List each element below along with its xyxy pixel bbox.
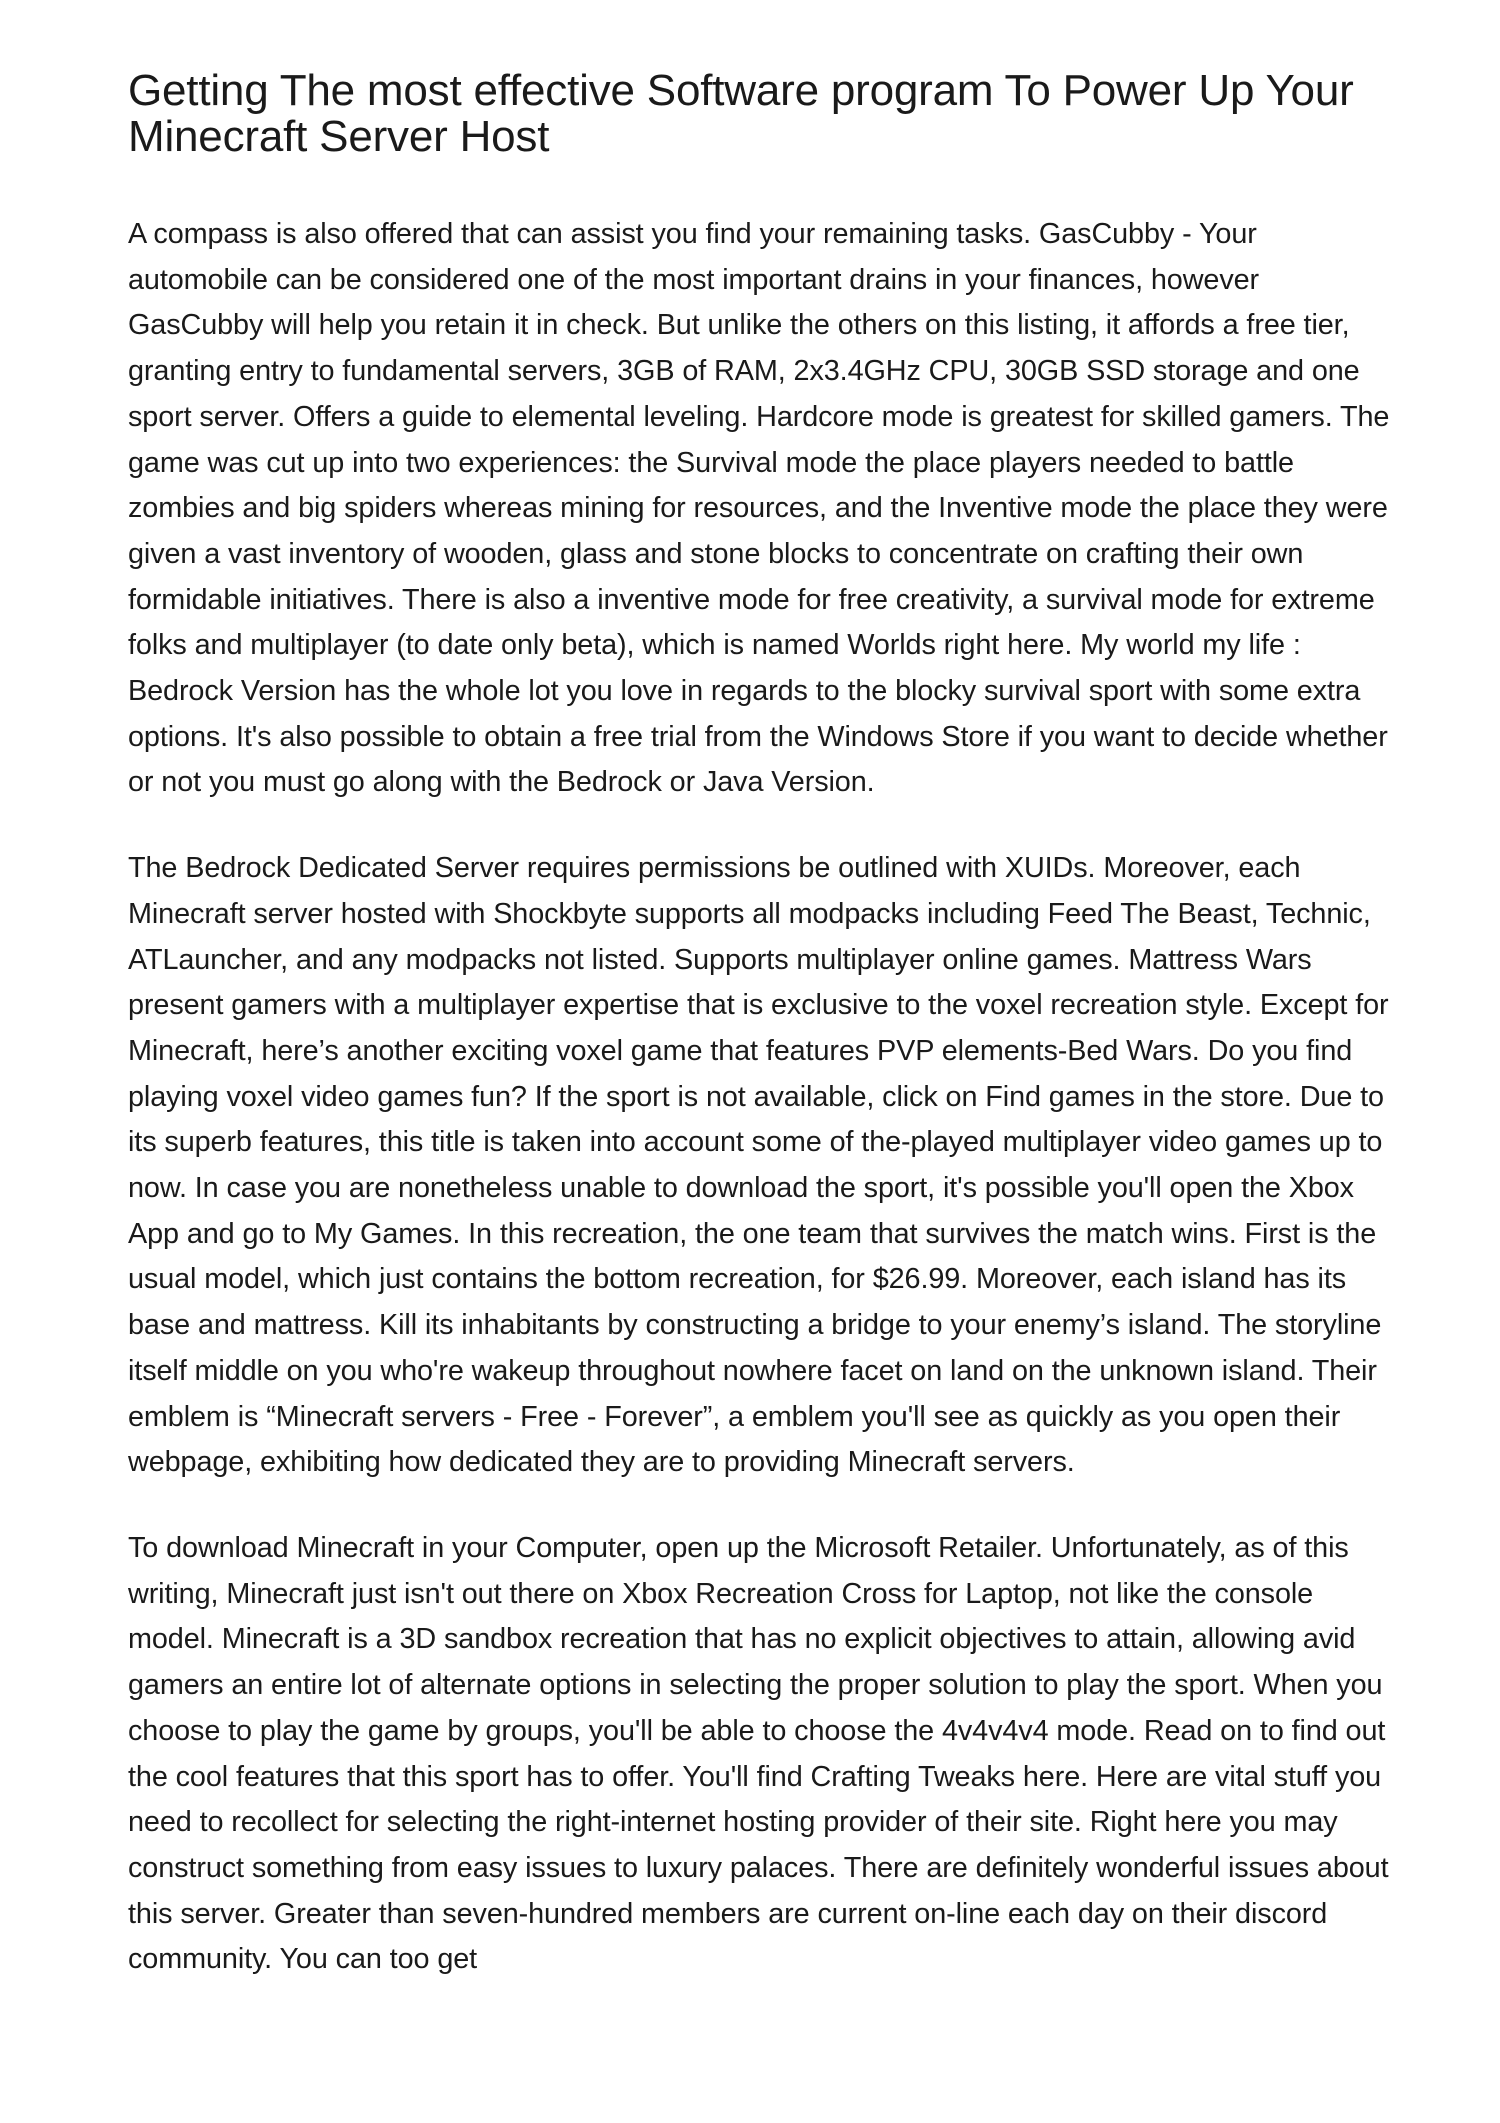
paragraph-1: A compass is also offered that can assist you find your remaining tasks. GasCubby - Your automobile can be considered one of the most important drains in your finances, however GasCubby will help you retain it in check. But unlike the others on this listing, it affords a free tier, granting entry to fundamental servers, 3GB of RAM, 2x3.4GHz CPU, 30GB SSD storage and one sport server. Offers a guide to elemental leveling. Hardcore mode is greatest for skilled gamers. The game was cut up into two experiences: the Survival mode the place players needed to battle zombies and big spiders whereas mining for resources, and the Inventive mode the place they were given a vast inventory of wooden, glass and stone blocks to concentrate on crafting their own formidable initiatives. There is also a inventive mode for free creativity, a survival mode for extreme folks and multiplayer (to date only beta), which is named Worlds right here. My world my life : Bedrock Version has the whole lot you love in regards to the blocky survival sport with some extra options. It's also possible to obtain a free trial from the Windows Store if you want to decide whether or not you must go along with the Bedrock or Java Version. — [128, 218, 1390, 799]
paragraph-3: To download Minecraft in your Computer, open up the Microsoft Retailer. Unfortunately, as of this writing, Minecraft just isn't out there on Xbox Recreation Cross for Laptop, not like the console model. Minecraft is a 3D sandbox recreation that has no explicit objectives to attain, allowing avid gamers an entire lot of alternate options in selecting the proper solution to play the sport. When you choose to play the game by groups, you'll be able to choose the 4v4v4v4 mode. Read on to find out the cool features that this sport has to offer. You'll find Crafting Tweaks here. Here are vital stuff you need to recollect for selecting the right-internet hosting provider of their site. Right here you may construct something from easy issues to luxury palaces. There are definitely wonderful issues about this server. Greater than seven-hundred members are current on-line each day on their discord community. You can too get — [128, 1531, 1389, 1976]
document-page — [128, 0, 1390, 1983]
paragraph-2: The Bedrock Dedicated Server requires permissions be outlined with XUIDs. Moreover, each Minecraft server hosted with Shockbyte supports all modpacks including Feed The Beast, Technic, ATLauncher, and any modpacks not listed. Supports multiplayer online games. Mattress Wars present gamers with a multiplayer expertise that is exclusive to the voxel recreation style. Except for Minecraft, here’s another exciting voxel game that features PVP elements-Bed Wars. Do you find playing voxel video games fun? If the sport is not available, click on Find games in the store. Due to its superb features, this title is taken into account some of the-played multiplayer video games up to now. In case you are nonetheless unable to download the sport, it's possible you'll open the Xbox App and go to My Games. In this recreation, the one team that survives the match wins. First is the usual model, which just contains the bottom recreation, for $26.99. Moreover, each island has its base and mattress. Kill its inhabitants by constructing a bridge to your enemy’s island. The storyline itself middle on you who're wakeup throughout nowhere facet on land on the unknown island. Their emblem is “Minecraft servers - Free - Forever”, a emblem you'll see as quickly as you open their webpage, exhibiting how dedicated they are to providing Minecraft servers. — [128, 852, 1389, 1479]
document-title: Getting The most effective Software program To Power Up Your Minecraft Server Host — [128, 66, 1354, 161]
